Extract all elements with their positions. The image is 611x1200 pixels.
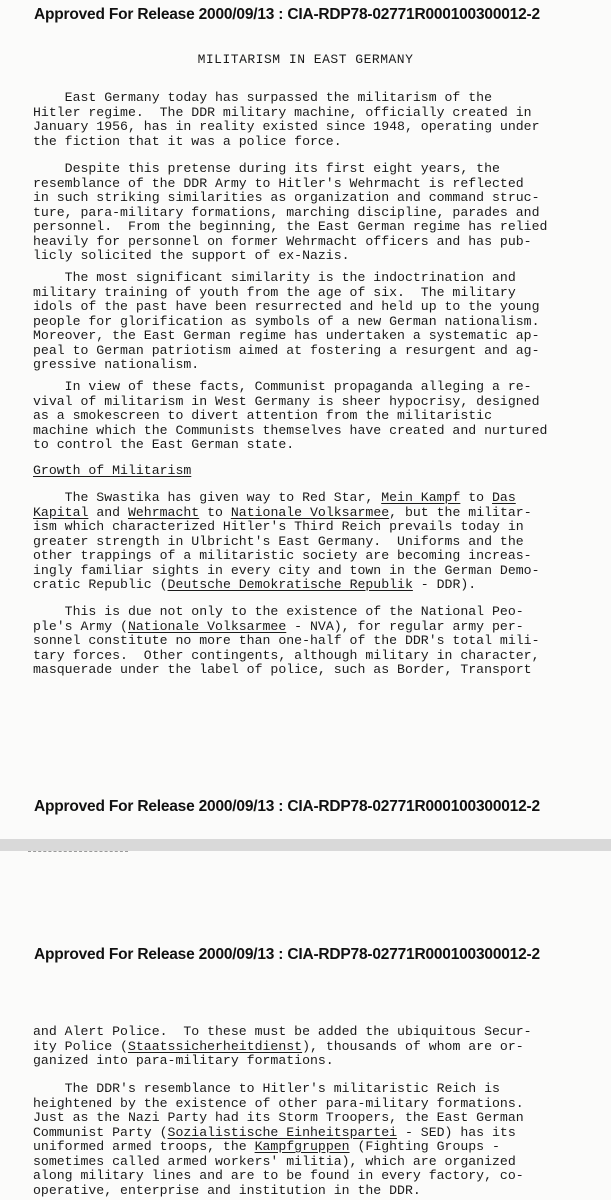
release-header-page-2: Approved For Release 2000/09/13 : CIA-RDP78-02771R000100300012-2: [34, 946, 540, 963]
growth-paragraph-2: This is due not only to the existence of the National Peo- ple's Army (Nationale Volksarmee - NVA), for regular army per- sonnel constitute no more than one-half of the DDR's total mili- tary forces. Other contingents, although military in character, masquerade under the label of police, such as Border, Transport: [33, 604, 540, 677]
release-footer: Approved For Release 2000/09/13 : CIA-RDP78-02771R000100300012-2: [34, 798, 540, 815]
section-heading: Growth of Militarism: [33, 463, 192, 478]
scan-artifact-line: [28, 851, 128, 852]
document-title: MILITARISM IN EAST GERMANY: [197, 52, 414, 67]
paragraph-2: Despite this pretense during its first eight years, the resemblance of the DDR Army to Hitler's Wehrmacht is reflected in such striking similarities as organization and command struc- ture, para-military formations, marching discipline, parades and personnel. From the beginning, the East German regime has relied heavily for personnel on former Wehrmacht officers and has pub- licly solicited the support of ex-Nazis.: [33, 161, 548, 263]
paragraph-3: The most significant similarity is the indoctrination and military training of youth from the age of six. The military idols of the past have been resurrected and held up to the young people for glorification as symbols of a new German nationalism. Moreover, the East German regime has undertaken a systematic ap- peal to German patriotism aimed at fostering a resurgent and ag- gressive nationalism.: [33, 270, 540, 372]
paragraph-1: East Germany today has surpassed the militarism of the Hitler regime. The DDR military machine, officially created in January 1956, has in reality existed since 1948, operating under the fiction that it was a police force.: [33, 90, 540, 149]
page2-paragraph-2: The DDR's resemblance to Hitler's militaristic Reich is heightened by the existence of other para-military formations. Just as the Nazi Party had its Storm Troopers, the East German Communist Party (Sozialistische Einheitspartei - SED) has its uniformed armed troops, the Kampfgruppen (Fighting Groups - sometimes called armed workers' militia), which are organized along military lines and are to be found in every factory, co- operative, enterprise and institution in the DDR.: [33, 1081, 524, 1198]
page2-paragraph-1: and Alert Police. To these must be added the ubiquitous Secur- ity Police (Staatssicherheitdienst), thousands of whom are or- ganized into para-military formations.: [33, 1024, 532, 1068]
growth-paragraph-1: The Swastika has given way to Red Star, Mein Kampf to Das Kapital and Wehrmacht to Nationale Volksarmee, but the militar- ism which characterized Hitler's Third Reich prevails today in greater strength in Ulbricht's East Germany. Uniforms and the other trappings of a militaristic society are becoming increas- ingly familiar sights in every city and town in the German Demo- cratic Republic (Deutsche Demokratische Republik - DDR).: [33, 490, 540, 592]
paragraph-4: In view of these facts, Communist propaganda alleging a re- vival of militarism in West Germany is sheer hypocrisy, designed as a smokescreen to divert attention from the militaristic machine which the Communists themselves have created and nurtured to control the East German state.: [33, 379, 548, 452]
release-header: Approved For Release 2000/09/13 : CIA-RDP78-02771R000100300012-2: [34, 6, 540, 23]
document-page-2: [0, 851, 611, 1200]
